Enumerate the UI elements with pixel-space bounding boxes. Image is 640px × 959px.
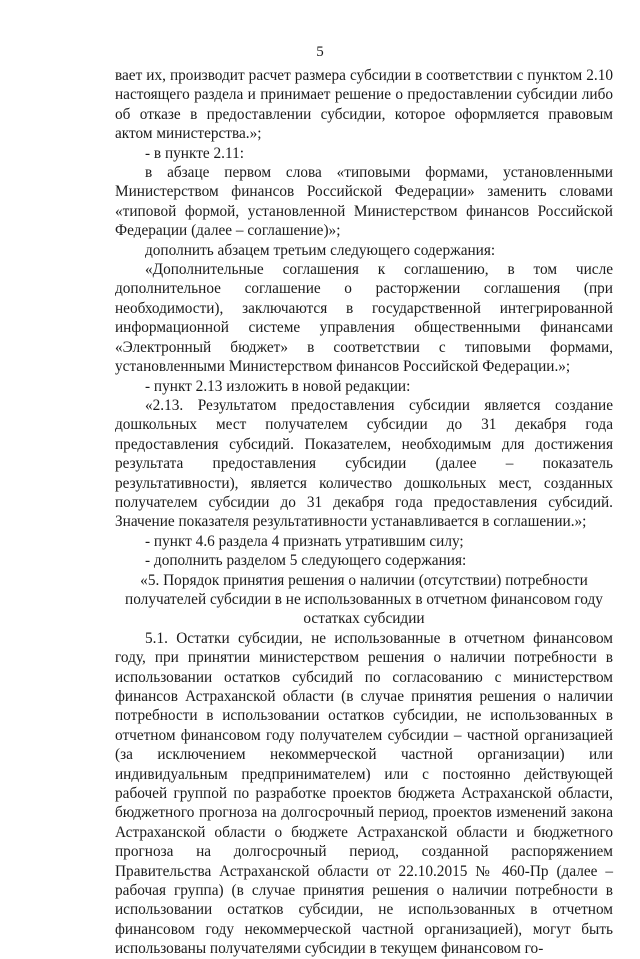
section-heading-line: остатках субсидии	[303, 610, 425, 628]
paragraph-replace-words: в абзаце первом слова «типовыми формами, установленными Министерством финансов Российской Федерации» заменить словами «типовой формой, установленной Министерством финансов Российской Федерации (далее – соглашение)»;	[115, 164, 613, 240]
paragraph-item-2-11: - в пункте 2.11:	[145, 144, 244, 162]
paragraph-quoted-2-13: «2.13. Результатом предоставления субсидии является создание дошкольных мест получателем субсидии до 31 декабря года предоставления субсидий. Показателем, необходимым для достижения результата предоставления субсидии (далее – показатель результативности), является количество дошкольных мест, созданных получателем субсидии до 31 декабря года предоставления субсидий. Значение показателя результативности устанавливается в соглашении.»;	[115, 396, 613, 531]
paragraph-add-section-5: - дополнить разделом 5 следующего содержания:	[145, 552, 467, 570]
paragraph-5-1: 5.1. Остатки субсидии, не использованные в отчетном финансовом году, при принятии министерством решения о наличии потребности в использовании остатков субсидий по согласованию с министерством финансов Астраханской области (в случае принятия решения о наличии потребности в использовании остатков субсидии, не использованных в отчетном финансовом году получателем субсидии – частной организацией (за исключением некоммерческой частной организации) или индивидуальным предпринимателем) или с постоянно действующей рабочей группой по разработке проектов бюджета Астраханской области, бюджетного прогноза на долгосрочный период, проектов изменений закона Астраханской области о бюджете Астраханской области и бюджетного прогноза на долгосрочный период, созданной распоряжением Правительства Астраханской области от 22.10.2015 № 460-Пр (далее – рабочая группа) (в случае принятия решения о наличии потребности в использовании остатков субсидии, не использованных в отчетном финансовом году некоммерческой частной организацией), могут быть использованы получателями субсидии в текущем финансовом го-	[115, 629, 613, 958]
page-number: 5	[316, 44, 324, 60]
paragraph-continuation: вает их, производит расчет размера субсидии в соответствии с пунктом 2.10 настоящего раздела и принимает решение о предоставлении субсидии либо об отказе в предоставлении субсидии, которое оформляется правовым актом министерства.»;	[115, 67, 613, 143]
section-heading-line: получателей субсидии в не использованных в отчетном финансовом году	[125, 590, 603, 608]
paragraph-item-2-13: - пункт 2.13 изложить в новой редакции:	[145, 377, 411, 395]
paragraph-quoted-agreements: «Дополнительные соглашения к соглашению, в том числе дополнительное соглашение о расторжении соглашения (при необходимости), заключаются в государственной интегрированной информационной системе управления общественными финансами «Электронный бюджет» в соответствии с типовыми формами, установленными Министерством финансов Российской Федерации.»;	[115, 261, 613, 376]
paragraph-item-4-6: - пункт 4.6 раздела 4 признать утратившим силу;	[145, 532, 464, 550]
section-5-heading	[115, 571, 613, 629]
paragraph-add-third: дополнить абзацем третьим следующего содержания:	[145, 241, 496, 259]
document-body	[115, 66, 613, 959]
section-heading-line: «5. Порядок принятия решения о наличии (отсутствии) потребности	[140, 571, 588, 589]
